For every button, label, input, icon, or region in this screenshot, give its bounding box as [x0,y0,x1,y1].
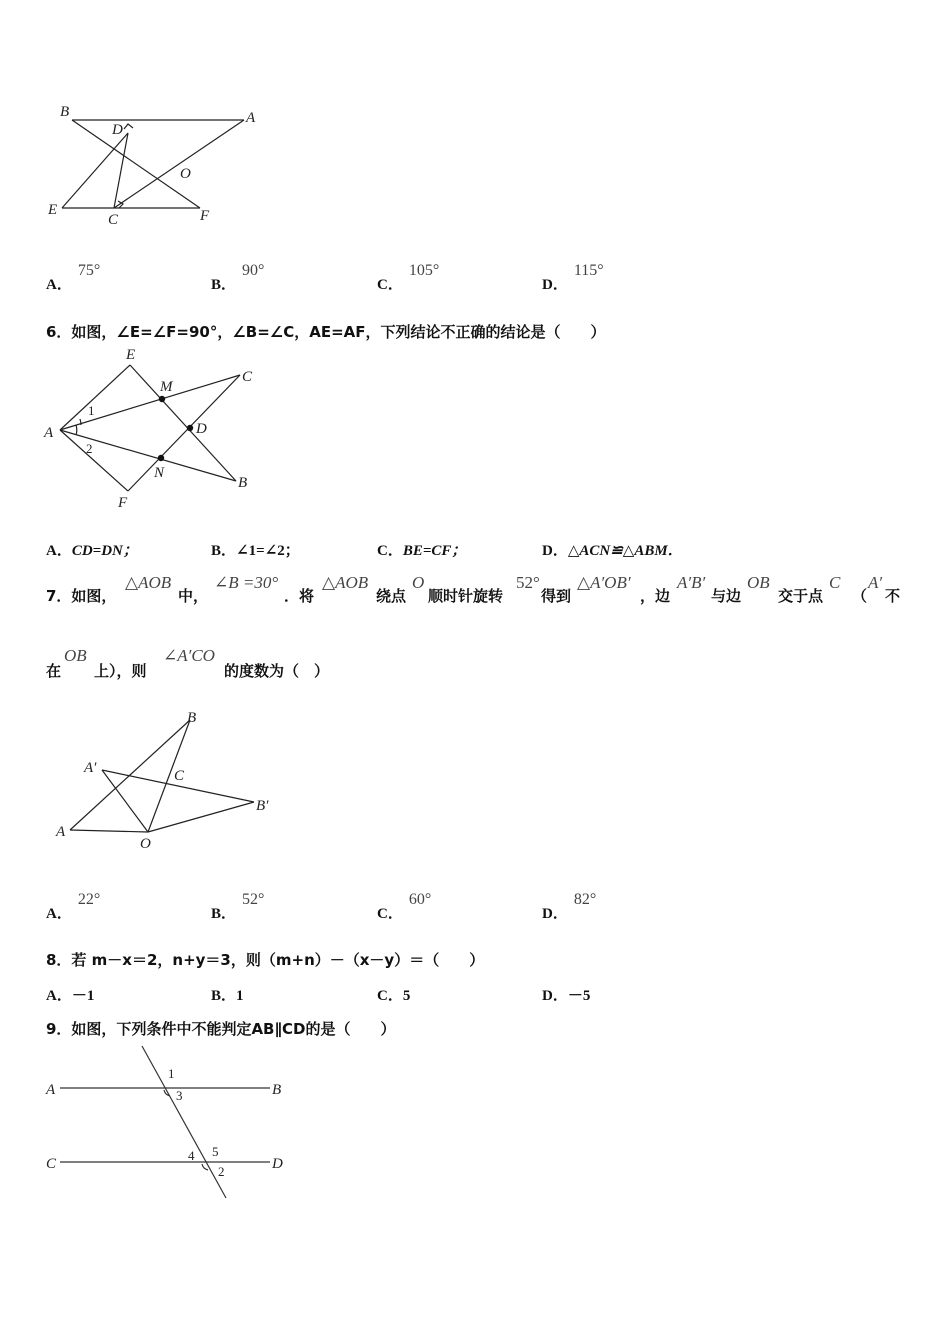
fig9-label-d: D [272,1156,283,1172]
q5-option-c[interactable]: C．105° [377,262,440,293]
fig9-label-a: A [46,1082,56,1098]
q6-option-b[interactable]: B．∠1=∠2； [211,543,300,559]
q7-math-1: △AOB [125,573,172,592]
q6-option-c[interactable]: C．BE=CF； [377,543,467,559]
q6-stem: 6．如图，∠E=∠F=90°，∠B=∠C，AE=AF，下列结论不正确的结论是（ ） [46,323,606,341]
q7-text-1: 7．如图， [46,587,117,605]
q7-math-4: O [412,573,425,592]
q8-option-b[interactable]: B．1 [211,988,244,1004]
fig5-label-b: B [60,104,70,120]
fig7-label-b: B [187,710,197,726]
q9-stem: 9．如图，下列条件中不能判定AB∥CD的是（ ） [46,1020,396,1038]
fig9-label-5: 5 [212,1144,219,1159]
fig7-label-c: C [174,768,185,784]
fig7-label-a: A [56,824,66,840]
q7-text-14: 的度数为（ ） [224,662,330,680]
q7-text-6: 得到 [541,587,572,605]
fig6-label-a: A [44,425,54,441]
fig6-label-e: E [126,347,136,363]
q5-option-a[interactable]: A．75° [46,262,101,293]
fig7-label-b-prime: B′ [256,798,269,814]
q7-text-3: ．将 [284,587,315,605]
q7-math-11: OB [64,646,87,665]
fig5-label-c: C [108,212,119,228]
q7-text-8: 与边 [711,587,742,605]
fig6-label-f: F [118,495,128,511]
fig6-label-b: B [238,475,248,491]
q8-option-a[interactable]: A．－1 [46,988,95,1004]
fig9-label-b: B [272,1082,282,1098]
q7-option-a[interactable]: A．22° [46,891,101,922]
q7-text-9: 交于点 [778,587,824,605]
q7-option-d[interactable]: D．82° [542,891,597,922]
figure-q7 [44,700,284,860]
fig7-label-o: O [140,836,151,852]
q7-text-12: 在 [46,662,62,680]
q7-text-2: 中， [178,587,209,605]
q7-math-3: △AOB [322,573,369,592]
q7-math-12: ∠A′CO [163,646,215,665]
figure-q9 [40,1040,300,1205]
q7-text-10: （ [852,587,868,605]
q5-option-b[interactable]: B．90° [211,262,265,293]
q7-math-10: A′ [868,573,883,592]
q7-math-8: OB [747,573,770,592]
figure-q5 [40,98,280,238]
q7-math-9: C [829,573,841,592]
q7-text-5: 顺时针旋转 [428,587,504,605]
fig9-label-c: C [46,1156,57,1172]
fig6-label-c: C [242,369,253,385]
fig7-label-a-prime: A′ [84,760,97,776]
q7-math-6: △A′OB′ [577,573,631,592]
q7-option-c[interactable]: C．60° [377,891,432,922]
q7-text-13: 上），则 [94,662,147,680]
fig6-label-d: D [196,421,207,437]
figure-q6 [40,345,280,515]
q7-text-4: 绕点 [376,587,407,605]
q6-option-d[interactable]: D．△ACN≌△ABM． [542,543,683,559]
q8-option-c[interactable]: C．5 [377,988,411,1004]
fig5-label-d: D [112,122,123,138]
fig6-label-n: N [154,465,165,481]
fig5-label-a: A [246,110,256,126]
q5-option-d[interactable]: D．115° [542,262,604,293]
q6-option-a[interactable]: A．CD=DN； [46,543,138,559]
q8-stem: 8．若 m－x＝2，n+y＝3，则（m+n）－（x－y）＝（ ） [46,951,485,969]
fig9-label-1: 1 [168,1066,175,1081]
fig6-label-1: 1 [88,403,95,418]
q7-text-7: ，边 [640,587,671,605]
q7-math-7: A′B′ [677,573,706,592]
fig6-label-2: 2 [86,441,93,456]
q7-math-2: ∠B =30° [214,573,279,592]
q8-option-d[interactable]: D．－5 [542,988,591,1004]
fig9-label-3: 3 [176,1088,183,1103]
fig5-label-e: E [48,202,58,218]
fig9-label-2: 2 [218,1164,225,1179]
q7-option-b[interactable]: B．52° [211,891,265,922]
q7-text-11: 不 [885,587,901,605]
q7-math-5: 52° [516,573,540,592]
fig6-label-m: M [160,379,173,395]
fig5-label-f: F [200,208,210,224]
fig5-label-o: O [180,166,191,182]
fig9-label-4: 4 [188,1148,195,1163]
